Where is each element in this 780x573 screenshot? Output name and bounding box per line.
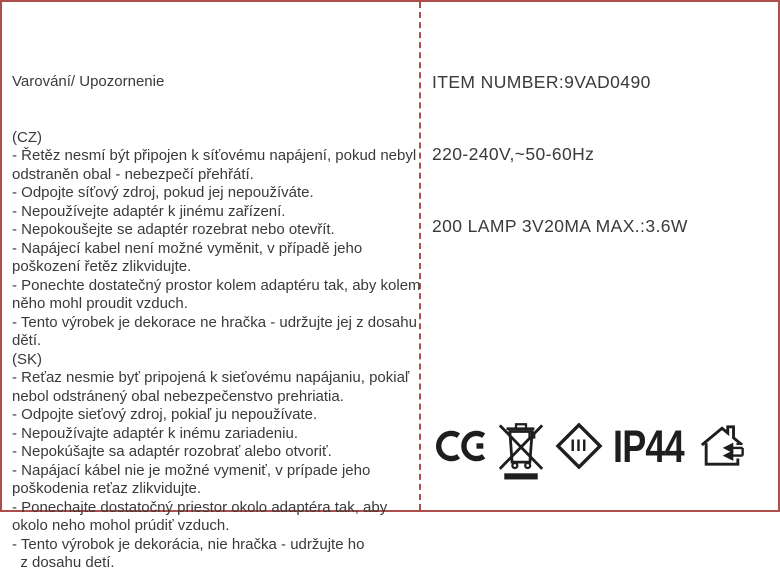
warning-line: - Odpojte sieťový zdroj, pokiaľ ju nepoužívate.	[12, 406, 318, 423]
power-rating-text: 220-240V,~50-60Hz	[432, 144, 595, 164]
warning-line: nebol odstránený obal nebezpečenstvo prehriatia.	[12, 387, 344, 405]
warning-line: - Tento výrobok je dekorácia, nie hračka - udržujte ho	[12, 535, 365, 553]
spec-block	[432, 22, 688, 286]
class-iii-diamond-icon	[555, 422, 603, 470]
warning-line: - Odpojte síťový zdroj, pokud jej nepoužíváte.	[12, 184, 314, 201]
weee-crossed-bin-icon	[495, 412, 547, 480]
warning-line: - Ponechte dostatečný prostor kolem adaptéru tak, aby kolem	[12, 276, 421, 294]
warning-lang-header: (SK)	[12, 350, 42, 368]
ce-mark-icon	[434, 427, 488, 465]
warning-line: - Napájecí kabel není možné vyměnit, v případě jeho	[12, 239, 363, 257]
warning-line: - Řetěz nesmí být připojen k síťovému napájení, pokud nebyl	[12, 147, 417, 164]
certification-marks-row	[434, 408, 746, 484]
warning-line: - Reťaz nesmie byť pripojená k sieťovému napájaniu, pokiaľ	[12, 369, 410, 386]
warning-line: - Tento výrobek je dekorace ne hračka - udržujte jej z dosahu	[12, 313, 417, 331]
warning-lang-header: (CZ)	[12, 128, 42, 146]
warning-title: Varování/ Upozornenie	[12, 73, 165, 90]
warning-line: - Ponechajte dostatočný priestor okolo adaptéra tak, aby	[12, 498, 388, 516]
ip-rating-text: IP44	[613, 420, 684, 472]
warning-line: - Nepoužívejte adaptér k jinému zařízení.	[12, 202, 286, 220]
column-divider	[419, 2, 421, 510]
warning-line: okolo neho mohol prúdiť vzduch.	[12, 517, 230, 534]
warning-line: z dosahu detí.	[12, 554, 115, 571]
warning-line: poškodenia reťaz zlikvidujte.	[12, 480, 202, 497]
warning-line: poškození řetěz zlikvidujte.	[12, 258, 192, 275]
class-iii-label: III	[570, 435, 588, 455]
indoor-use-house-icon	[698, 419, 746, 473]
lamp-rating-text: 200 LAMP 3V20MA MAX.:3.6W	[432, 216, 688, 236]
warning-line: - Nepokúšajte sa adaptér rozobrať alebo otvoriť.	[12, 443, 332, 460]
warning-line: odstraněn obal - nebezpečí přehřátí.	[12, 165, 254, 183]
warning-line: něho mohl proudit vzduch.	[12, 295, 188, 312]
item-number-text: ITEM NUMBER:9VAD0490	[432, 72, 651, 92]
warning-text-block	[12, 36, 421, 573]
warning-line: - Napájací kábel nie je možné vymeniť, v prípade jeho	[12, 461, 371, 479]
warning-line: - Nepoužívajte adaptér k inému zariadeniu.	[12, 424, 298, 442]
warning-line: dětí.	[12, 332, 42, 349]
warning-line: - Nepokoušejte se adaptér rozebrat nebo otevřít.	[12, 221, 335, 238]
